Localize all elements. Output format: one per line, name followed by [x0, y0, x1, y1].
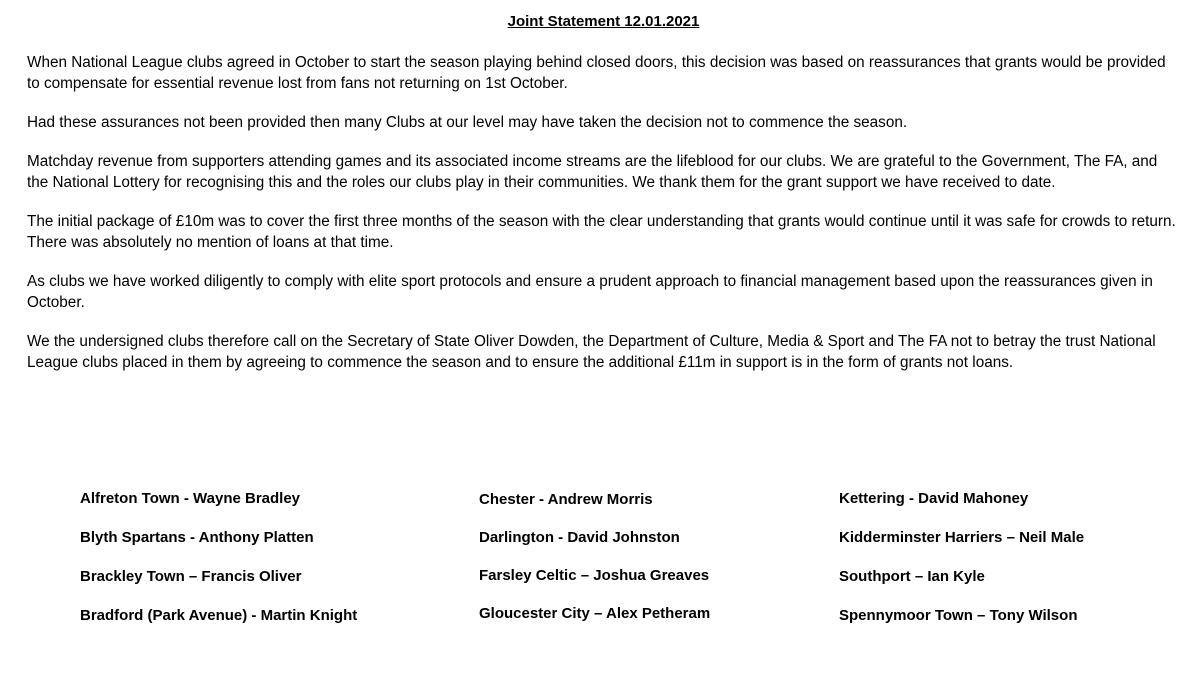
signatories-column-3 — [839, 489, 1084, 645]
statement-title: Joint Statement 12.01.2021 — [507, 13, 700, 30]
signatory: Alfreton Town - Wayne Bradley — [80, 490, 301, 507]
signatory: Bradford (Park Avenue) - Martin Knight — [80, 607, 358, 624]
signatories-column-1 — [80, 489, 357, 645]
paragraph-6: We the undersigned clubs therefore call on the Secretary of State Oliver Dowden, the Department of Culture, Media & Sport and The FA not to betray the trust National League clubs placed in them by agreeing to commence the season and to ensure the additional £11m in support is in the form of grants not loans. — [27, 333, 1156, 371]
signatory: Spennymoor Town – Tony Wilson — [839, 607, 1078, 624]
signatory: Kettering - David Mahoney — [839, 490, 1029, 507]
paragraph-2: Had these assurances not been provided then many Clubs at our level may have taken the decision not to commence the season. — [27, 114, 908, 131]
signatory: Kidderminster Harriers – Neil Male — [839, 529, 1085, 546]
paragraph-4: The initial package of £10m was to cover the first three months of the season with the clear understanding that grants would continue until it was safe for crowds to return. There was absolutely no mention of loans at that time. — [27, 213, 1176, 251]
signatory: Darlington - David Johnston — [479, 529, 680, 546]
signatory: Chester - Andrew Morris — [479, 491, 653, 508]
paragraph-5: As clubs we have worked diligently to comply with elite sport protocols and ensure a prudent approach to financial management based upon the reassurances given in October. — [27, 273, 1153, 311]
signatory: Southport – Ian Kyle — [839, 568, 985, 585]
signatories-column-2 — [479, 489, 710, 642]
signatories-list — [0, 489, 1200, 649]
signatory: Gloucester City – Alex Petheram — [479, 605, 711, 622]
signatory: Farsley Celtic – Joshua Greaves — [479, 567, 710, 584]
signatory: Blyth Spartans - Anthony Platten — [80, 529, 314, 546]
signatory: Brackley Town – Francis Oliver — [80, 568, 302, 585]
paragraph-1: When National League clubs agreed in October to start the season playing behind closed doors, this decision was based on reassurances that grants would be provided to compensate for essential revenue lost from fans not returning on 1st October. — [27, 54, 1166, 92]
paragraph-3: Matchday revenue from supporters attending games and its associated income streams are the lifeblood for our clubs. We are grateful to the Government, The FA, and the National Lottery for recognising this and the roles our clubs play in their communities. We thank them for the grant support we have received to date. — [27, 153, 1158, 191]
